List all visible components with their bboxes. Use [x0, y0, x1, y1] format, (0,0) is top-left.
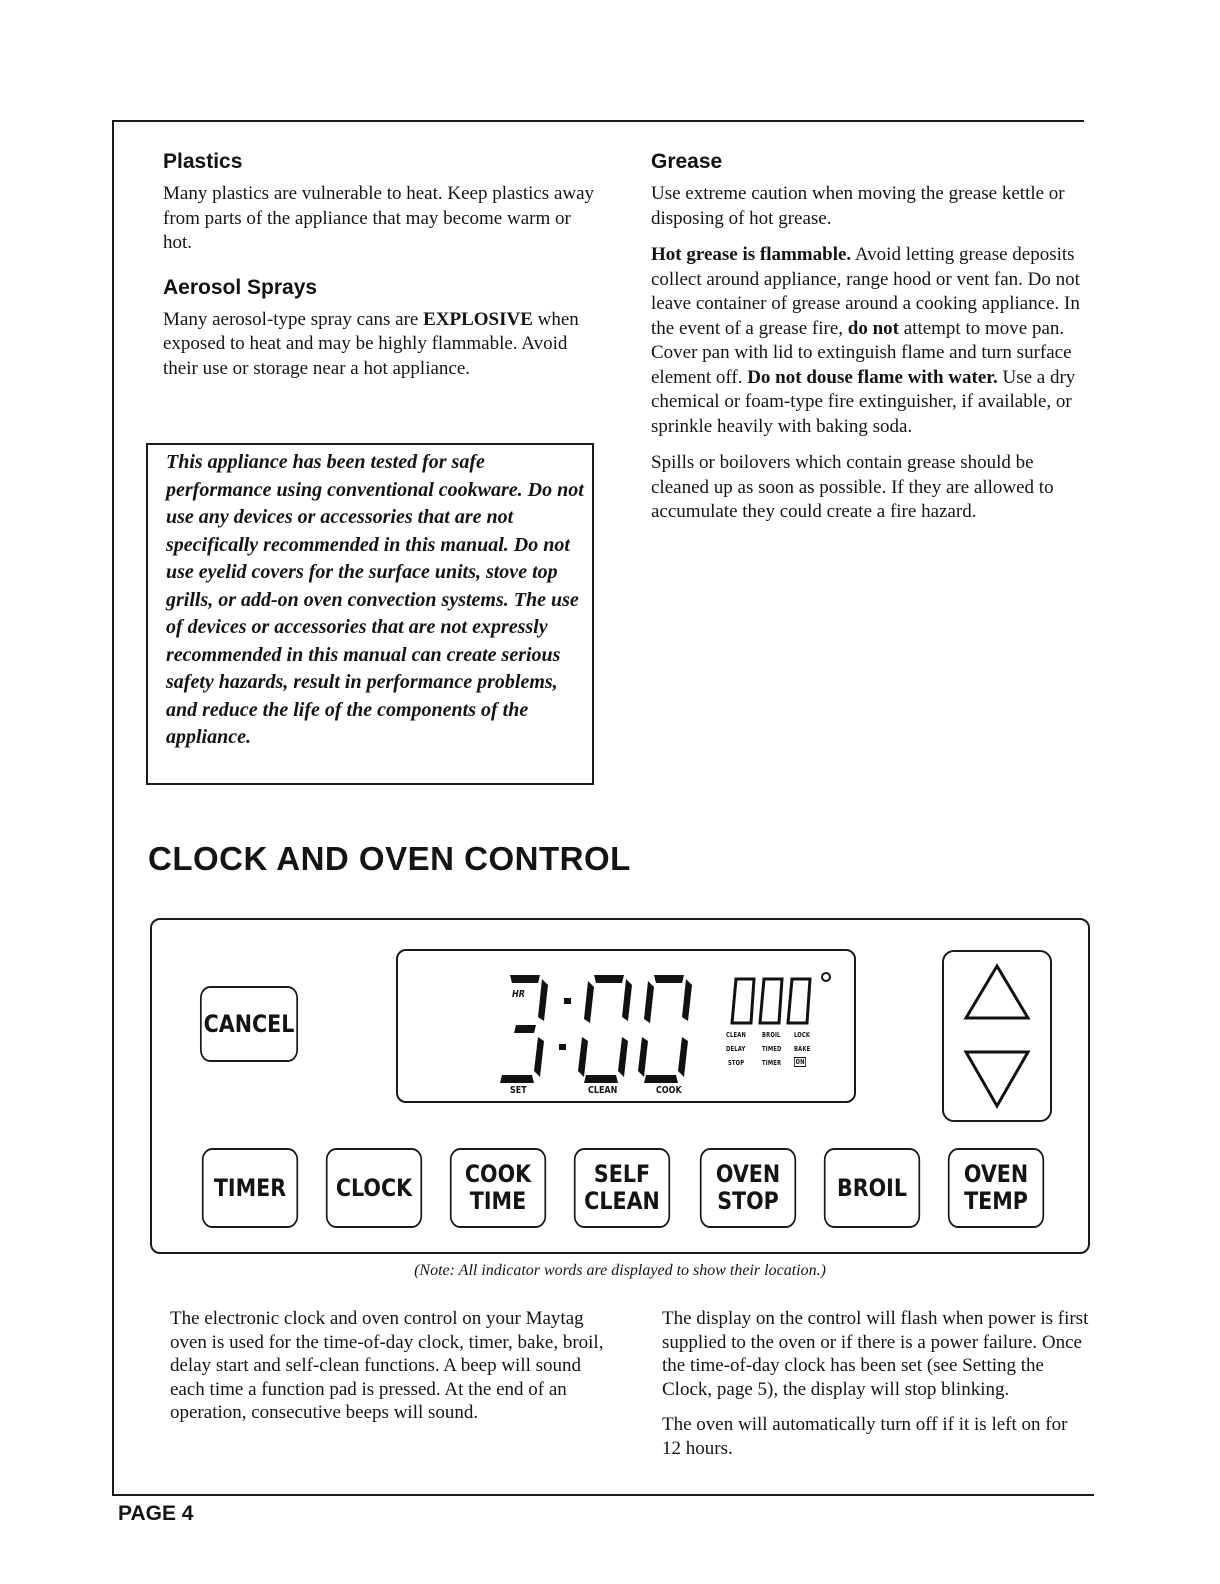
indicator-bake: BAKE — [794, 1045, 811, 1053]
grease-p2 — [651, 243, 1091, 439]
grease-heading: Grease — [651, 150, 723, 173]
cook-time-button[interactable] — [450, 1148, 546, 1228]
digit-tens-minutes — [578, 975, 632, 1083]
indicator-stop: STOP — [728, 1059, 745, 1067]
self-clean-button[interactable] — [574, 1148, 670, 1228]
plastics-heading: Plastics — [163, 150, 243, 173]
indicator-lock: LOCK — [794, 1031, 811, 1039]
indicator-note: (Note: All indicator words are displayed to show their location.) — [414, 1262, 826, 1279]
bottom-right-column — [662, 1307, 1090, 1472]
cancel-button-label: CANCEL — [203, 1009, 295, 1038]
aerosol-text-after: when exposed to heat and may be highly flammable. Avoid their use or storage near a hot appliance. — [163, 308, 579, 379]
clock-button-label: CLOCK — [335, 1173, 413, 1202]
broil-button[interactable] — [824, 1148, 920, 1228]
temp-up-button[interactable] — [942, 950, 1052, 1122]
right-column — [651, 150, 1091, 537]
hr-colon-dot-bottom — [559, 1044, 566, 1050]
bottom-left-column — [170, 1307, 608, 1437]
timer-button-label: TIMER — [213, 1173, 287, 1202]
indicator-timed: TIMED — [762, 1045, 782, 1053]
arrow-down-icon — [944, 1036, 1050, 1120]
self-clean-button-label: SELF CLEAN — [584, 1160, 660, 1215]
arrow-up-icon — [944, 952, 1050, 1036]
page-top-rule — [112, 120, 1084, 122]
hr-label: HR — [512, 989, 525, 1000]
indicator-delay: DELAY — [726, 1045, 746, 1053]
clock-button[interactable] — [326, 1148, 422, 1228]
cook-label: COOK — [656, 1085, 682, 1096]
aerosol-heading: Aerosol Sprays — [163, 275, 318, 299]
oven-temp-button[interactable] — [948, 1148, 1044, 1228]
temp-digits — [732, 979, 810, 1023]
grease-bold-2: do not — [847, 317, 899, 339]
time-digits — [398, 951, 854, 1101]
grease-text-3: Use a dry chemical or foam-type fire extinguisher, if available, or sprinkle heavily with baking soda. — [651, 366, 1076, 437]
section-title: CLOCK AND OVEN CONTROL — [148, 840, 631, 877]
degree-symbol — [822, 973, 830, 981]
grease-text-2: attempt to move pan. Cover pan with lid to extinguish flame and turn surface element off. — [651, 317, 1072, 388]
grease-text-1: Avoid letting grease deposits collect around appliance, range hood or vent fan. Do not leave container of grease around a cooking appliance. In the event of a grease fire, — [651, 244, 1080, 339]
grease-p3: Spills or boilovers which contain grease should be cleaned up as soon as possible. If they are allowed to accumulate they could create a fire hazard. — [651, 452, 1054, 522]
page-bottom-rule — [112, 1494, 1094, 1496]
indicator-broil: BROIL — [762, 1031, 781, 1039]
page-number: PAGE 4 — [118, 1502, 194, 1525]
hr-colon-dot-top — [564, 998, 571, 1004]
cook-time-button-label: COOK TIME — [464, 1160, 532, 1215]
left-column — [163, 150, 603, 393]
grease-p1: Use extreme caution when moving the grease kettle or disposing of hot grease. — [651, 183, 1065, 229]
aerosol-explosive: EXPLOSIVE — [423, 308, 533, 330]
timer-button[interactable] — [202, 1148, 298, 1228]
control-panel — [150, 918, 1090, 1254]
lcd-display — [396, 949, 856, 1103]
control-intro-text: The electronic clock and oven control on your Maytag oven is used for the time-of-day clock, timer, bake, broil, delay start and self-clean functions. A beep will sound each time a function pad is pressed. At the end of an operation, consecutive beeps will sound. — [170, 1308, 604, 1423]
indicator-on: ON — [795, 1058, 805, 1066]
page-left-rule — [112, 120, 114, 1496]
set-label: SET — [510, 1085, 527, 1096]
indicator-timer: TIMER — [762, 1059, 782, 1067]
broil-button-label: BROIL — [836, 1173, 908, 1202]
aerosol-text-before: Many aerosol-type spray cans are — [163, 308, 424, 330]
auto-off-text: The oven will automatically turn off if it is left on for 12 hours. — [662, 1414, 1068, 1459]
grease-bold-1: Hot grease is flammable. — [651, 244, 852, 265]
plastics-text: Many plastics are vulnerable to heat. Keep plastics away from parts of the appliance that may become warm or hot. — [163, 183, 595, 253]
oven-stop-button[interactable] — [700, 1148, 796, 1228]
clean-label: CLEAN — [588, 1085, 618, 1096]
display-flash-text: The display on the control will flash when power is first supplied to the oven or if there is a power failure. Once the time-of-day clock has been set (see Setting the Clock, page 5), the display will stop blinking. — [662, 1308, 1089, 1400]
aerosol-text — [163, 308, 603, 382]
cancel-button[interactable] — [200, 986, 298, 1062]
indicator-clean: CLEAN — [726, 1031, 746, 1039]
digit-minutes — [638, 975, 692, 1083]
warning-box: This appliance has been tested for safe performance using conventional cookware. Do not use any devices or accessories that are not specifically recommended in this manual. Do not use eyelid covers for the surface units, stove top grills, or add-on oven convection systems. The use of devices or accessories that are not expressly recommended in this manual can create serious safety hazards, result in performance problems, and reduce the life of the components of the appliance. — [146, 443, 594, 785]
grease-bold-3: Do not douse flame with water. — [747, 366, 998, 388]
oven-temp-button-label: OVEN TEMP — [963, 1160, 1029, 1215]
oven-stop-button-label: OVEN STOP — [715, 1160, 781, 1215]
